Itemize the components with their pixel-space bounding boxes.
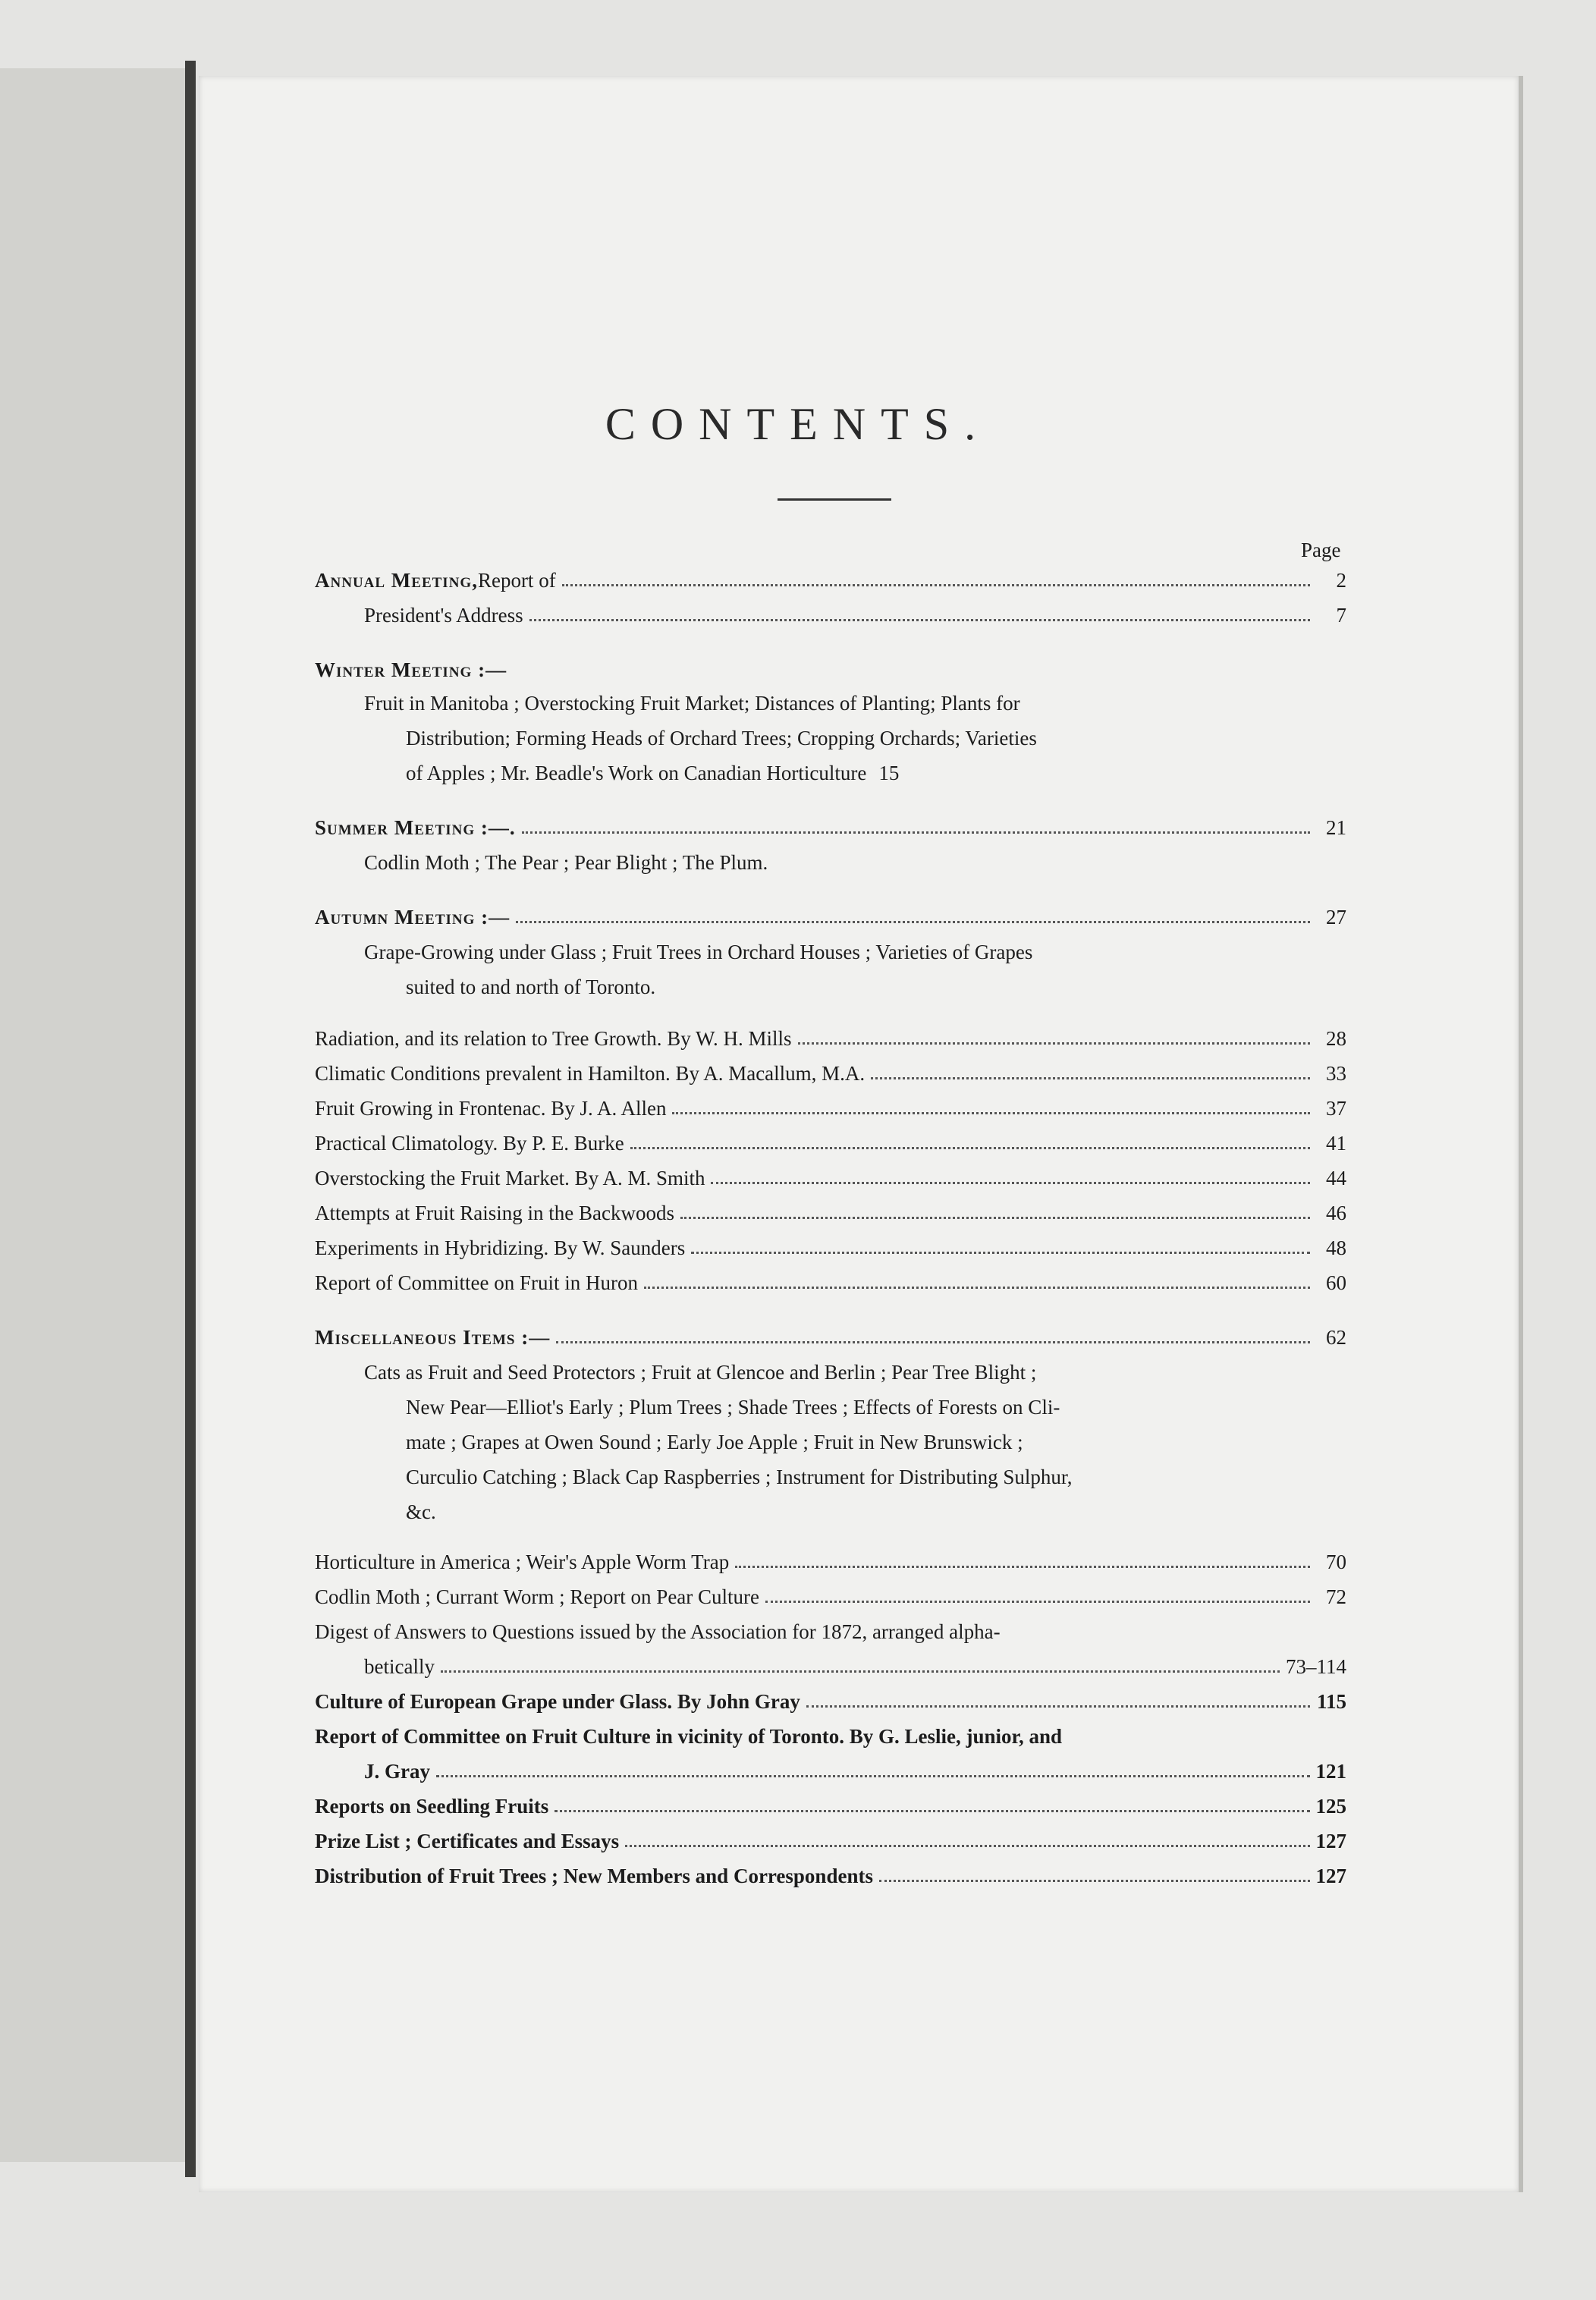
toc-entry-european-grape[interactable] xyxy=(315,1684,1346,1719)
toc-entry-text-cont: &c. xyxy=(406,1500,436,1523)
dot-leader xyxy=(879,1880,1310,1882)
dot-leader xyxy=(711,1182,1310,1184)
toc-entry-digest-of-answers[interactable] xyxy=(315,1614,1346,1684)
toc-entry-horticulture-america[interactable] xyxy=(315,1544,1346,1579)
dot-leader xyxy=(680,1217,1310,1219)
toc-entry-autumn-meeting[interactable] xyxy=(315,900,1346,935)
toc-entry-text: Codlin Moth ; The Pear ; Pear Blight ; The Plum. xyxy=(364,851,768,874)
toc-entry-text-cont: New Pear—Elliot's Early ; Plum Trees ; Shade Trees ; Effects of Forests on Cli- xyxy=(406,1396,1060,1419)
toc-entry-text: Cats as Fruit and Seed Protectors ; Fruit at Glencoe and Berlin ; Pear Tree Blight ; xyxy=(364,1361,1037,1384)
toc-page-number: 115 xyxy=(1316,1690,1346,1713)
dot-leader xyxy=(529,619,1310,621)
toc-entry-label: Annual Meeting, xyxy=(315,569,478,592)
toc-entry-summer-meeting-topics xyxy=(315,845,1346,880)
dot-leader xyxy=(765,1601,1310,1603)
toc-entry-text-cont: Distribution; Forming Heads of Orchard Trees; Cropping Orchards; Varieties xyxy=(406,727,1037,749)
toc-entry-codlin-moth[interactable] xyxy=(315,1579,1346,1614)
toc-entry-label: Reports on Seedling Fruits xyxy=(315,1795,549,1818)
toc-page-number: 127 xyxy=(1315,1830,1346,1852)
toc-entry-text: Fruit in Manitoba ; Overstocking Fruit Market; Distances of Planting; Plants for xyxy=(364,692,1020,715)
toc-entry-label-rest: Report of xyxy=(477,569,556,592)
dot-leader xyxy=(522,831,1310,834)
dot-leader xyxy=(625,1845,1309,1847)
dot-leader xyxy=(630,1147,1310,1149)
dot-leader xyxy=(644,1287,1310,1289)
toc-page-number: 33 xyxy=(1326,1062,1346,1085)
toc-entry-label: President's Address xyxy=(364,604,523,627)
toc-entry-label: Prize List ; Certificates and Essays xyxy=(315,1830,620,1852)
toc-page-number: 27 xyxy=(1326,906,1346,928)
toc-entry-text-cont: suited to and north of Toronto. xyxy=(406,976,656,998)
toc-entry-overstocking[interactable] xyxy=(315,1161,1346,1196)
toc-entry-label: Practical Climatology. By P. E. Burke xyxy=(315,1132,624,1155)
toc-page-number: 7 xyxy=(1336,604,1346,627)
toc-entry-summer-meeting[interactable] xyxy=(315,810,1346,845)
toc-entry-fruit-growing-frontenac[interactable] xyxy=(315,1091,1346,1126)
toc-page-number: 121 xyxy=(1315,1760,1346,1783)
toc-entry-winter-meeting[interactable] xyxy=(315,652,1346,687)
toc-page-number: 127 xyxy=(1315,1865,1346,1887)
toc-entry-text-cont: mate ; Grapes at Owen Sound ; Early Joe Apple ; Fruit in New Brunswick ; xyxy=(406,1431,1023,1453)
toc-entry-annual-meeting[interactable] xyxy=(315,563,1346,598)
book-spine-gutter xyxy=(185,61,196,2177)
toc-page-number: 37 xyxy=(1326,1097,1346,1120)
toc-entry-label: Radiation, and its relation to Tree Growth. By W. H. Mills xyxy=(315,1027,792,1050)
dot-leader xyxy=(806,1705,1310,1708)
toc-page-number: 48 xyxy=(1326,1236,1346,1259)
page-title: CONTENTS. xyxy=(605,399,991,449)
dot-leader xyxy=(441,1670,1280,1673)
toc-page-number: 62 xyxy=(1326,1326,1346,1349)
dot-leader xyxy=(735,1566,1310,1568)
toc-entry-seedling-fruits[interactable] xyxy=(315,1789,1346,1824)
dot-leader xyxy=(555,1810,1309,1812)
toc-entry-label: Codlin Moth ; Currant Worm ; Report on Pear Culture xyxy=(315,1585,760,1608)
toc-entry-text: Digest of Answers to Questions issued by the Association for 1872, arranged alpha- xyxy=(315,1620,1001,1643)
toc-entry-label: Experiments in Hybridizing. By W. Saunders xyxy=(315,1236,686,1259)
toc-entry-miscellaneous-topics xyxy=(315,1355,1346,1529)
toc-entry-distribution[interactable] xyxy=(315,1859,1346,1893)
toc-entry-text-cont: of Apples ; Mr. Beadle's Work on Canadian Horticulture xyxy=(406,762,867,784)
toc-entry-label: Climatic Conditions prevalent in Hamilton. By A. Macallum, M.A. xyxy=(315,1062,866,1085)
toc-entry-label: Fruit Growing in Frontenac. By J. A. Allen xyxy=(315,1097,667,1120)
toc-page-number: 73–114 xyxy=(1286,1655,1346,1678)
toc-page-number: 70 xyxy=(1326,1551,1346,1573)
title-rule xyxy=(778,498,891,501)
toc-page-number: 125 xyxy=(1315,1795,1346,1818)
toc-entry-hybridizing[interactable] xyxy=(315,1230,1346,1265)
toc-entry-winter-meeting-topics[interactable] xyxy=(315,686,1346,790)
dot-leader xyxy=(871,1077,1310,1079)
toc-page-number: 41 xyxy=(1326,1132,1346,1155)
toc-entry-huron-report[interactable] xyxy=(315,1265,1346,1300)
toc-entry-label: Horticulture in America ; Weir's Apple Worm Trap xyxy=(315,1551,730,1573)
dot-leader xyxy=(798,1042,1311,1045)
toc-page-number: 44 xyxy=(1326,1167,1346,1189)
toc-entry-label: Overstocking the Fruit Market. By A. M. Smith xyxy=(315,1167,705,1189)
toc-entry-label: Miscellaneous Items :— xyxy=(315,1326,551,1349)
toc-entry-label: Culture of European Grape under Glass. By John Gray xyxy=(315,1690,800,1713)
toc-entry-practical-climatology[interactable] xyxy=(315,1126,1346,1161)
dot-leader xyxy=(436,1775,1310,1777)
toc-entry-text: Grape-Growing under Glass ; Fruit Trees in Orchard Houses ; Varieties of Grapes xyxy=(364,941,1033,963)
toc-page-number: 28 xyxy=(1326,1027,1346,1050)
dot-leader xyxy=(691,1252,1310,1254)
toc-page-number: 15 xyxy=(878,762,900,784)
dot-leader xyxy=(672,1112,1310,1114)
toc-entry-label: Attempts at Fruit Raising in the Backwoods xyxy=(315,1202,674,1224)
facing-page-edge xyxy=(0,68,193,2162)
toc-entry-label: Autumn Meeting :— xyxy=(315,906,511,928)
page-column-label: Page xyxy=(1301,539,1341,561)
toc-entry-backwoods[interactable] xyxy=(315,1196,1346,1230)
toc-entry-presidents-address[interactable] xyxy=(315,598,1346,633)
toc-entry-toronto-report[interactable] xyxy=(315,1719,1346,1789)
toc-entry-climatic-conditions[interactable] xyxy=(315,1056,1346,1091)
toc-entry-label: Report of Committee on Fruit in Huron xyxy=(315,1271,638,1294)
toc-entry-text-cont: betically xyxy=(364,1655,435,1678)
dot-leader xyxy=(516,921,1310,923)
toc-page-number: 2 xyxy=(1336,569,1346,592)
toc-entry-text: Report of Committee on Fruit Culture in vicinity of Toronto. By G. Leslie, junior, and xyxy=(315,1725,1063,1748)
toc-entry-autumn-meeting-topics xyxy=(315,935,1346,1004)
toc-entry-text-cont: J. Gray xyxy=(364,1760,430,1783)
toc-entry-radiation[interactable] xyxy=(315,1021,1346,1056)
toc-entry-label: Distribution of Fruit Trees ; New Members and Correspondents xyxy=(315,1865,873,1887)
dot-leader xyxy=(562,584,1310,586)
toc-page-number: 46 xyxy=(1326,1202,1346,1224)
dot-leader xyxy=(556,1341,1310,1343)
toc-entry-miscellaneous[interactable] xyxy=(315,1320,1346,1355)
toc-entry-text-cont: Curculio Catching ; Black Cap Raspberries ; Instrument for Distributing Sulphur, xyxy=(406,1466,1073,1488)
toc-entry-label: Summer Meeting :—. xyxy=(315,816,516,839)
toc-page-number: 72 xyxy=(1326,1585,1346,1608)
toc-page-number: 21 xyxy=(1326,816,1346,839)
toc-page-number: 60 xyxy=(1326,1271,1346,1294)
toc-entry-label: Winter Meeting :— xyxy=(315,658,507,681)
toc-entry-prize-list[interactable] xyxy=(315,1824,1346,1859)
